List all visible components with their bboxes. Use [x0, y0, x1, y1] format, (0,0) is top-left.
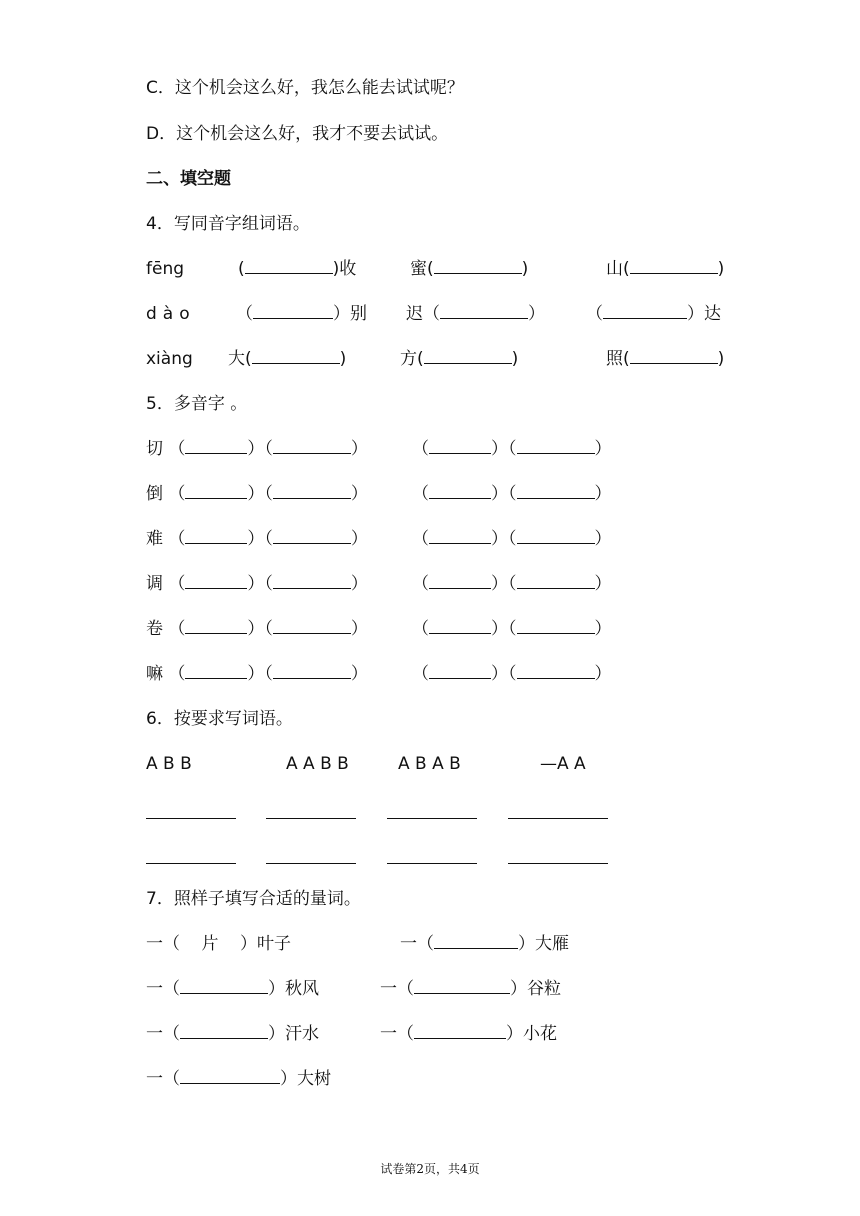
q7-item-6: 一（ ）大树 — [146, 1065, 331, 1093]
q5-row-right: （ ）（ ） — [412, 570, 612, 598]
blank[interactable] — [517, 436, 595, 454]
q4-r1-c3: 山( ) — [606, 255, 724, 283]
q5-row: 调 （ ）（ ） — [146, 570, 368, 598]
answer-line[interactable] — [508, 818, 608, 819]
q4-r3-c3: 照( ) — [606, 345, 724, 373]
blank[interactable] — [429, 526, 491, 544]
q4-r2-c1: （ ）别 — [236, 300, 367, 328]
q4-title: 4．写同音字组词语。 — [146, 214, 310, 234]
q5-row-right: （ ）（ ） — [412, 480, 612, 508]
q4-r1-c2: 蜜( ) — [410, 255, 528, 283]
option-d: D．这个机会这么好，我才不要去试试。 — [146, 124, 449, 144]
blank[interactable] — [180, 1066, 280, 1084]
blank[interactable] — [517, 616, 595, 634]
blank[interactable] — [517, 571, 595, 589]
blank[interactable] — [273, 526, 351, 544]
q6-pattern-yiaa: —A A — [540, 754, 586, 774]
blank[interactable] — [273, 661, 351, 679]
answer-line[interactable] — [266, 863, 356, 864]
q5-char: 倒 — [146, 484, 163, 504]
q7-example: 一（ 片 ）叶子 — [146, 934, 291, 954]
q4-pinyin-3: xiàng — [146, 349, 193, 369]
blank[interactable] — [185, 526, 247, 544]
q5-row-right: （ ）（ ） — [412, 615, 612, 643]
blank[interactable] — [252, 346, 340, 364]
blank[interactable] — [603, 301, 687, 319]
q7-item-5: 一（ ）小花 — [380, 1020, 557, 1048]
blank[interactable] — [185, 616, 247, 634]
blank[interactable] — [245, 256, 333, 274]
answer-line[interactable] — [266, 818, 356, 819]
q4-r2-c2: 迟（ ） — [406, 300, 545, 328]
q5-char: 卷 — [146, 619, 163, 639]
blank[interactable] — [429, 571, 491, 589]
blank[interactable] — [517, 526, 595, 544]
blank[interactable] — [517, 481, 595, 499]
q7-item-4: 一（ ）汗水 — [146, 1020, 319, 1048]
blank[interactable] — [414, 1021, 506, 1039]
blank[interactable] — [424, 346, 512, 364]
q5-char: 难 — [146, 529, 163, 549]
q5-row: 切 （ ）（ ） — [146, 435, 368, 463]
q4-r1-c1: ( )收 — [238, 255, 356, 283]
q7-item-2: 一（ ）秋风 — [146, 975, 319, 1003]
answer-line[interactable] — [387, 818, 477, 819]
q4-r3-c2: 方( ) — [400, 345, 518, 373]
blank[interactable] — [273, 616, 351, 634]
q5-char: 调 — [146, 574, 163, 594]
blank[interactable] — [180, 1021, 268, 1039]
q4-pinyin-2: dào — [146, 304, 196, 324]
answer-line[interactable] — [146, 818, 236, 819]
q5-title: 5．多音字 。 — [146, 394, 248, 414]
blank[interactable] — [434, 931, 518, 949]
q6-pattern-abb: A B B — [146, 754, 192, 774]
blank[interactable] — [440, 301, 528, 319]
blank[interactable] — [517, 661, 595, 679]
q4-r2-c3: （ ）达 — [586, 300, 721, 328]
q5-row: 难 （ ）（ ） — [146, 525, 368, 553]
blank[interactable] — [414, 976, 510, 994]
page-footer: 试卷第2页，共4页 — [380, 1162, 480, 1176]
section-heading: 二、填空题 — [146, 169, 231, 189]
q5-row-right: （ ）（ ） — [412, 435, 612, 463]
q7-title: 7．照样子填写合适的量词。 — [146, 889, 361, 909]
answer-line[interactable] — [387, 863, 477, 864]
q6-pattern-abab: A B A B — [398, 754, 461, 774]
blank[interactable] — [630, 256, 718, 274]
blank[interactable] — [273, 436, 351, 454]
blank[interactable] — [273, 571, 351, 589]
option-c: C．这个机会这么好，我怎么能去试试呢？ — [146, 78, 464, 98]
blank[interactable] — [185, 661, 247, 679]
q5-row: 倒 （ ）（ ） — [146, 480, 368, 508]
q4-r3-c1: 大( ) — [228, 345, 346, 373]
q5-row: 卷 （ ）（ ） — [146, 615, 368, 643]
q5-row-right: （ ）（ ） — [412, 525, 612, 553]
q5-row: 嘛 （ ）（ ） — [146, 660, 368, 688]
answer-line[interactable] — [146, 863, 236, 864]
blank[interactable] — [434, 256, 522, 274]
blank[interactable] — [273, 481, 351, 499]
blank[interactable] — [630, 346, 718, 364]
q7-item-3: 一（ ）谷粒 — [380, 975, 561, 1003]
q6-title: 6．按要求写词语。 — [146, 709, 293, 729]
q6-pattern-aabb: A A B B — [286, 754, 349, 774]
q4-pinyin-1: fēng — [146, 259, 185, 279]
blank[interactable] — [185, 481, 247, 499]
blank[interactable] — [429, 481, 491, 499]
blank[interactable] — [180, 976, 268, 994]
q7-item-1: 一（ ）大雁 — [400, 930, 569, 958]
blank[interactable] — [429, 436, 491, 454]
blank[interactable] — [429, 616, 491, 634]
blank[interactable] — [185, 436, 247, 454]
answer-line[interactable] — [508, 863, 608, 864]
q5-row-right: （ ）（ ） — [412, 660, 612, 688]
q5-char: 切 — [146, 439, 163, 459]
blank[interactable] — [429, 661, 491, 679]
blank[interactable] — [253, 301, 333, 319]
blank[interactable] — [185, 571, 247, 589]
q5-char: 嘛 — [146, 664, 163, 684]
